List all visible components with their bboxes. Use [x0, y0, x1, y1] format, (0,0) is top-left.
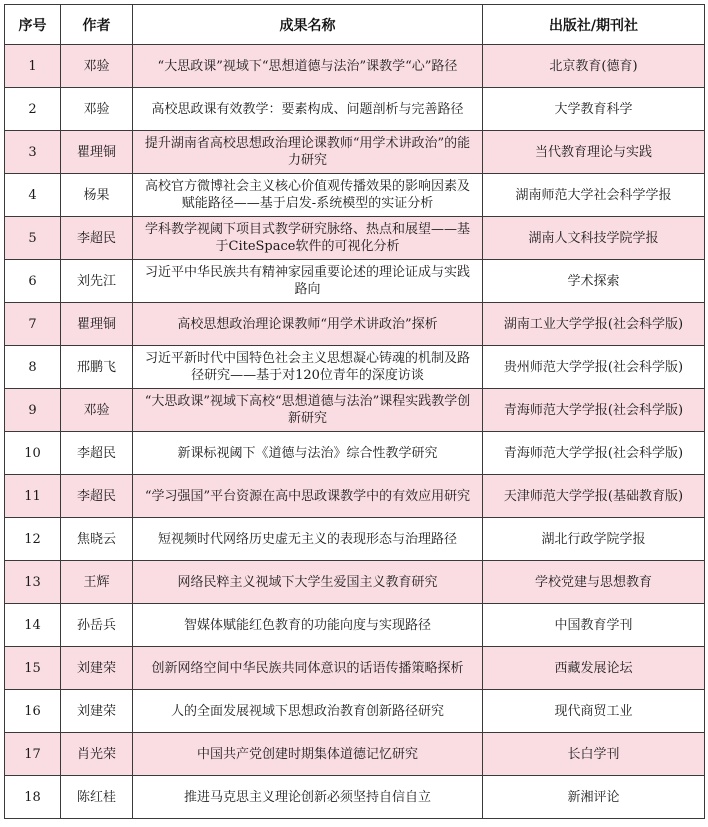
row-publisher: 学校党建与思想教育: [483, 561, 705, 604]
table-row: [5, 260, 705, 303]
row-publisher: 中国教育学刊: [483, 604, 705, 647]
row-author: 刘先江: [61, 260, 133, 303]
table-row: [5, 561, 705, 604]
row-publisher: 贵州师范大学学报(社会科学版): [483, 346, 705, 389]
row-publisher: 现代商贸工业: [483, 690, 705, 733]
row-author: 李超民: [61, 217, 133, 260]
row-number: 9: [5, 389, 61, 432]
table-row: [5, 217, 705, 260]
table-row: [5, 475, 705, 518]
row-publisher: 天津师范大学学报(基础教育版): [483, 475, 705, 518]
row-number: 4: [5, 174, 61, 217]
table-row: [5, 647, 705, 690]
row-number: 12: [5, 518, 61, 561]
row-number: 14: [5, 604, 61, 647]
row-author: 邓验: [61, 88, 133, 131]
achievements-table: [4, 4, 705, 819]
row-publisher: 湖南工业大学学报(社会科学版): [483, 303, 705, 346]
table-row: [5, 432, 705, 475]
table-row: [5, 131, 705, 174]
table-row: [5, 303, 705, 346]
row-publisher: 湖北行政学院学报: [483, 518, 705, 561]
row-title: 网络民粹主义视域下大学生爱国主义教育研究: [133, 561, 483, 604]
row-number: 16: [5, 690, 61, 733]
row-number: 3: [5, 131, 61, 174]
row-number: 1: [5, 45, 61, 88]
row-publisher: 当代教育理论与实践: [483, 131, 705, 174]
row-number: 18: [5, 776, 61, 819]
table-row: [5, 690, 705, 733]
row-title: 高校思政课有效教学：要素构成、问题剖析与完善路径: [133, 88, 483, 131]
row-author: 陈红桂: [61, 776, 133, 819]
row-title: “学习强国”平台资源在高中思政课教学中的有效应用研究: [133, 475, 483, 518]
row-author: 焦晓云: [61, 518, 133, 561]
header-publisher: 出版社/期刊社: [483, 5, 705, 45]
table-row: [5, 346, 705, 389]
row-author: 肖光荣: [61, 733, 133, 776]
header-number: 序号: [5, 5, 61, 45]
table-row: [5, 518, 705, 561]
row-author: 刘建荣: [61, 647, 133, 690]
row-author: 邓验: [61, 45, 133, 88]
row-title: 智媒体赋能红色教育的功能向度与实现路径: [133, 604, 483, 647]
row-title: 提升湖南省高校思想政治理论课教师“用学术讲政治”的能力研究: [133, 131, 483, 174]
row-number: 15: [5, 647, 61, 690]
row-author: 李超民: [61, 475, 133, 518]
row-number: 13: [5, 561, 61, 604]
row-author: 邢鹏飞: [61, 346, 133, 389]
row-title: 高校官方微博社会主义核心价值观传播效果的影响因素及赋能路径——基于启发-系统模型的实证分析: [133, 174, 483, 217]
row-author: 瞿理铜: [61, 303, 133, 346]
row-title: 推进马克思主义理论创新必须坚持自信自立: [133, 776, 483, 819]
table-row: [5, 174, 705, 217]
table-row: [5, 776, 705, 819]
row-publisher: 西藏发展论坛: [483, 647, 705, 690]
table-row: [5, 45, 705, 88]
row-number: 11: [5, 475, 61, 518]
row-title: 习近平新时代中国特色社会主义思想凝心铸魂的机制及路径研究——基于对120位青年的深度访谈: [133, 346, 483, 389]
row-author: 孙岳兵: [61, 604, 133, 647]
table-row: [5, 389, 705, 432]
row-publisher: 学术探索: [483, 260, 705, 303]
table-row: [5, 88, 705, 131]
row-author: 瞿理铜: [61, 131, 133, 174]
row-title: 新课标视阈下《道德与法治》综合性教学研究: [133, 432, 483, 475]
row-title: 学科教学视阈下项目式教学研究脉络、热点和展望——基于CiteSpace软件的可视化分析: [133, 217, 483, 260]
row-number: 5: [5, 217, 61, 260]
row-author: 邓验: [61, 389, 133, 432]
row-author: 李超民: [61, 432, 133, 475]
row-number: 8: [5, 346, 61, 389]
row-number: 10: [5, 432, 61, 475]
row-publisher: 新湘评论: [483, 776, 705, 819]
row-title: “大思政课”视域下高校“思想道德与法治”课程实践教学创新研究: [133, 389, 483, 432]
header-author: 作者: [61, 5, 133, 45]
row-number: 7: [5, 303, 61, 346]
row-publisher: 湖南人文科技学院学报: [483, 217, 705, 260]
row-title: 中国共产党创建时期集体道德记忆研究: [133, 733, 483, 776]
row-title: “大思政课”视域下“思想道德与法治”课教学“心”路径: [133, 45, 483, 88]
row-number: 17: [5, 733, 61, 776]
row-author: 杨果: [61, 174, 133, 217]
row-author: 王辉: [61, 561, 133, 604]
row-title: 短视频时代网络历史虚无主义的表现形态与治理路径: [133, 518, 483, 561]
row-publisher: 北京教育(德育): [483, 45, 705, 88]
row-number: 2: [5, 88, 61, 131]
row-publisher: 长白学刊: [483, 733, 705, 776]
row-publisher: 湖南师范大学社会科学学报: [483, 174, 705, 217]
header-title: 成果名称: [133, 5, 483, 45]
row-publisher: 青海师范大学学报(社会科学版): [483, 389, 705, 432]
row-title: 高校思想政治理论课教师“用学术讲政治”探析: [133, 303, 483, 346]
row-publisher: 青海师范大学学报(社会科学版): [483, 432, 705, 475]
row-title: 创新网络空间中华民族共同体意识的话语传播策略探析: [133, 647, 483, 690]
row-author: 刘建荣: [61, 690, 133, 733]
row-number: 6: [5, 260, 61, 303]
row-title: 习近平中华民族共有精神家园重要论述的理论证成与实践路向: [133, 260, 483, 303]
table-row: [5, 733, 705, 776]
row-title: 人的全面发展视域下思想政治教育创新路径研究: [133, 690, 483, 733]
table-row: [5, 604, 705, 647]
header-row: [5, 5, 705, 45]
row-publisher: 大学教育科学: [483, 88, 705, 131]
